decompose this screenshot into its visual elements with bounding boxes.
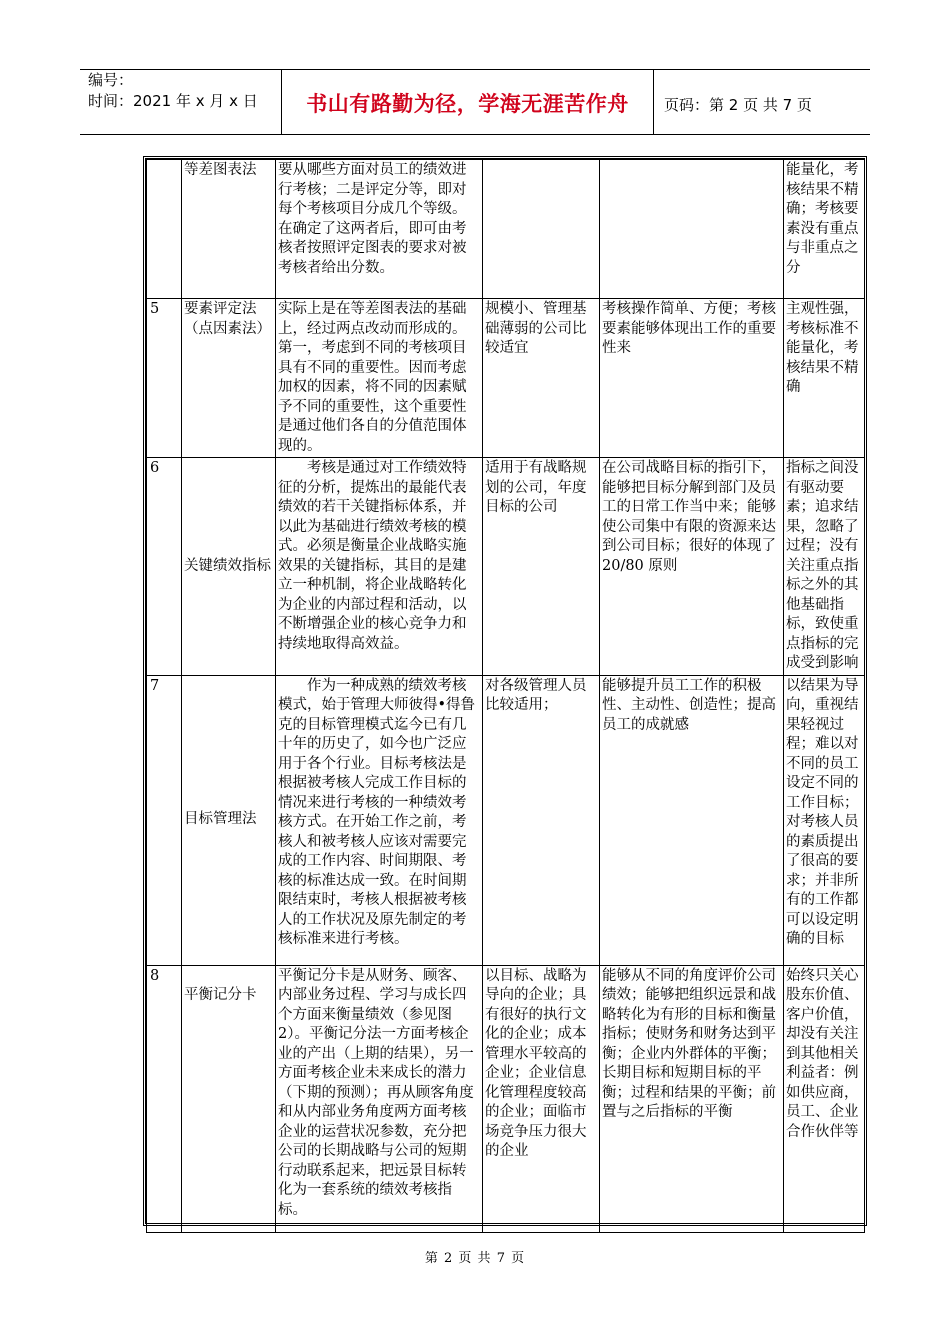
header-divider (653, 69, 654, 135)
method-name: 要素评定法（点因素法） (182, 299, 276, 458)
method-description: 考核是通过对工作绩效特征的分析，提炼出的最能代表绩效的若干关键指标体系，并以此为基础进行绩效考核的模式。必须是衡量企业战略实施效果的关键指标，其目的是建立一种机制，将企业战略转化为企业的内部过程和活动，以不断增强企业的核心竞争力和持续地取得高效益。 (276, 458, 483, 676)
method-scope: 适用于有战略规划的公司，年度目标的公司 (483, 458, 600, 676)
table-row (147, 299, 865, 458)
methods-table (143, 156, 867, 1226)
document-date-label: 时间：2021 年 x 月 x 日 (88, 92, 258, 110)
table-row (147, 675, 865, 965)
table-row (147, 965, 865, 1232)
method-description: 平衡记分卡是从财务、顾客、内部业务过程、学习与成长四个方面来衡量绩效（参见图2）。平衡记分法一方面考核企业的产出（上期的结果），另一方面考核企业未来成长的潜力（下期的预测）；再从顾客角度和从内部业务角度两方面考核企业的运营状况参数，充分把公司的长期战略与公司的短期行动联系起来，把远景目标转化为一套系统的绩效考核指标。 (276, 965, 483, 1232)
method-disadvantages: 主观性强，考核标准不能量化，考核结果不精确 (784, 299, 865, 458)
method-disadvantages: 始终只关心股东价值、客户价值，却没有关注到其他相关利益者：例如供应商，员工、企业合作伙伴等 (784, 965, 865, 1232)
header-motto: 书山有路勤为径，学海无涯苦作舟 (306, 92, 629, 116)
method-scope (483, 160, 600, 299)
header-meta (88, 70, 258, 112)
table-row (147, 160, 865, 299)
method-name: 关键绩效指标 (182, 458, 276, 676)
table-row (147, 458, 865, 676)
method-description: 作为一种成熟的绩效考核模式，始于管理大师彼得•得鲁克的目标管理模式迄今已有几十年的历史了，如今也广泛应用于各个行业。目标考核法是根据被考核人完成工作目标的情况来进行考核的一种绩效考核方式。在开始工作之前，考核人和被考核人应该对需要完成的工作内容、时间期限、考核的标准达成一致。在时间期限结束时，考核人根据被考核人的工作状况及原先制定的考核标准来进行考核。 (276, 675, 483, 965)
method-advantages: 考核操作简单、方便；考核要素能够体现出工作的重要性来 (600, 299, 784, 458)
row-number: 8 (147, 965, 182, 1232)
row-number: 5 (147, 299, 182, 458)
method-name: 等差图表法 (182, 160, 276, 299)
method-disadvantages: 以结果为导向，重视结果轻视过程；难以对不同的员工设定不同的工作目标；对考核人员的素质提出了很高的要求；并非所有的工作都可以设定明确的目标 (784, 675, 865, 965)
method-scope: 规模小、管理基础薄弱的公司比较适宜 (483, 299, 600, 458)
row-number: 6 (147, 458, 182, 676)
method-name: 目标管理法 (182, 675, 276, 965)
row-number: 7 (147, 675, 182, 965)
method-scope: 对各级管理人员比较适用； (483, 675, 600, 965)
method-name: 平衡记分卡 (182, 965, 276, 1232)
method-scope: 以目标、战略为导向的企业；具有很好的执行文化的企业；成本管理水平较高的企业；企业信息化管理程度较高的企业；面临市场竞争压力很大的企业 (483, 965, 600, 1232)
methods-table-grid (146, 159, 865, 1233)
method-description: 实际上是在等差图表法的基础上，经过两点改动而形成的。第一，考虑到不同的考核项目具有不同的重要性。因而考虑加权的因素，将不同的因素赋予不同的重要性，这个重要性是通过他们各自的分值范围体现的。 (276, 299, 483, 458)
row-number (147, 160, 182, 299)
method-disadvantages: 能量化，考核结果不精确；考核要素没有重点与非重点之分 (784, 160, 865, 299)
method-advantages (600, 160, 784, 299)
method-description: 要从哪些方面对员工的绩效进行考核；二是评定分等，即对每个考核项目分成几个等级。在确定了这两者后，即可由考核者按照评定图表的要求对被考核者给出分数。 (276, 160, 483, 299)
method-advantages: 在公司战略目标的指引下，能够把目标分解到部门及员工的日常工作当中来；能够使公司集中有限的资源来达到公司目标；很好的体现了20/80 原则 (600, 458, 784, 676)
header-page-number: 页码：第 2 页 共 7 页 (664, 96, 812, 114)
method-advantages: 能够从不同的角度评价公司绩效；能够把组织远景和战略转化为有形的目标和衡量指标；使财务和财务达到平衡；企业内外群体的平衡；长期目标和短期目标的平衡；过程和结果的平衡；前置与之后指标的平衡 (600, 965, 784, 1232)
document-number-label: 编号： (88, 71, 134, 89)
page-footer: 第 2 页 共 7 页 (424, 1251, 526, 1266)
header-bottom-rule (80, 134, 870, 135)
method-disadvantages: 指标之间没有驱动要素；追求结果，忽略了过程；没有关注重点指标之外的其他基础指标，致使重点指标的完成受到影响 (784, 458, 865, 676)
method-advantages: 能够提升员工工作的积极性、主动性、创造性；提高员工的成就感 (600, 675, 784, 965)
